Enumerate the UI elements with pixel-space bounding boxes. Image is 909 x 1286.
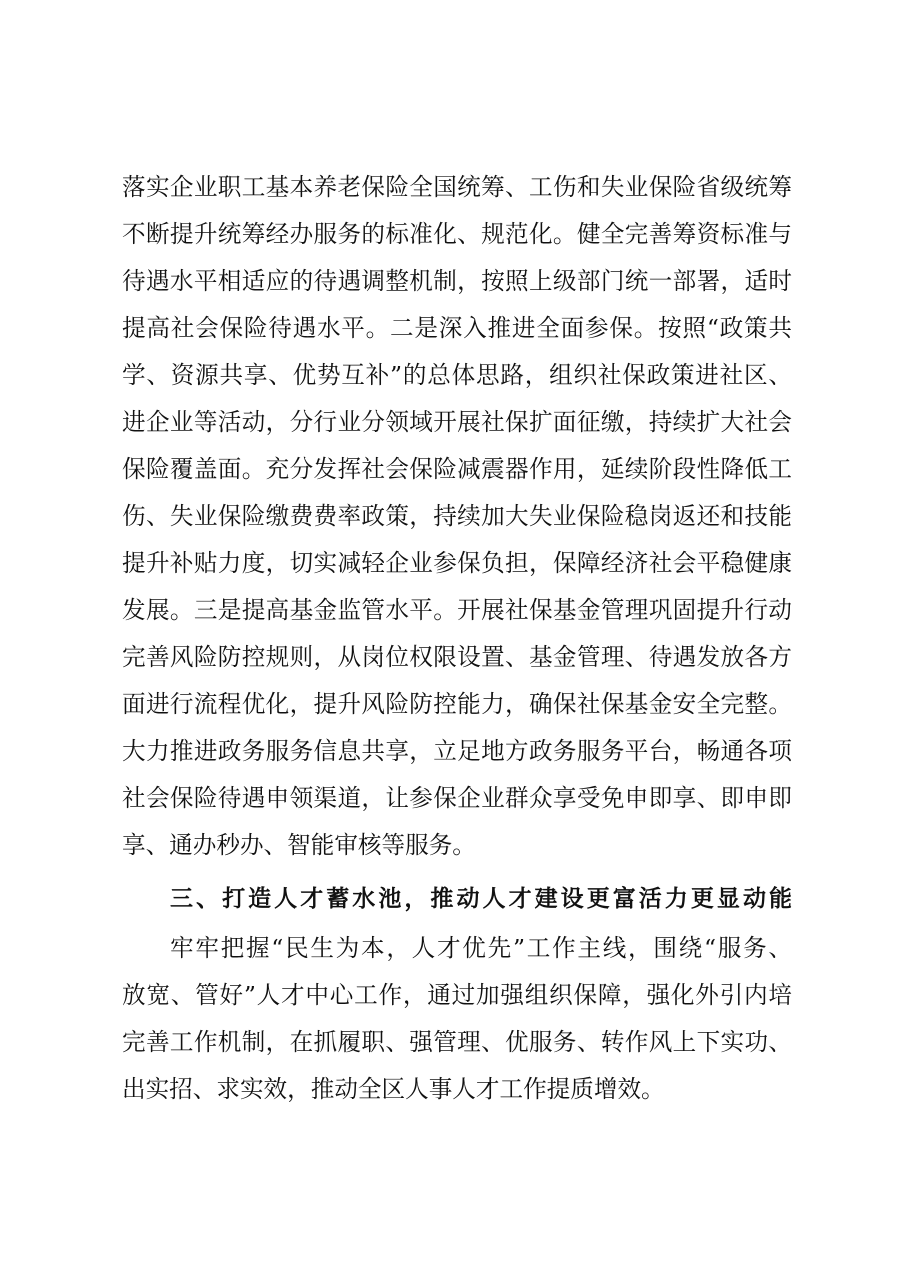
paragraph-line: 提升补贴力度，切实减轻企业参保负担，保障经济社会平稳健康 <box>122 549 792 577</box>
paragraph-line: 保险覆盖面。充分发挥社会保险减震器作用，延续阶段性降低工 <box>122 455 792 483</box>
paragraph-line: 待遇水平相适应的待遇调整机制，按照上级部门统一部署，适时 <box>122 267 792 295</box>
paragraph-line: 牢牢把握“民生为本，人才优先”工作主线，围绕“服务、 <box>170 934 792 962</box>
paragraph-line: 出实招、求实效，推动全区人事人才工作提质增效。 <box>122 1075 665 1103</box>
paragraph-line: 完善工作机制，在抓履职、强管理、优服务、转作风上下实功、 <box>122 1028 792 1056</box>
paragraph-line: 享、通办秒办、智能审核等服务。 <box>122 831 476 859</box>
paragraph-line: 进企业等活动，分行业分领域开展社保扩面征缴，持续扩大社会 <box>122 408 792 436</box>
paragraph-line: 大力推进政务服务信息共享，立足地方政务服务平台，畅通各项 <box>122 737 792 765</box>
paragraph-line: 面进行流程优化，提升风险防控能力，确保社保基金安全完整。 <box>122 690 792 718</box>
section-heading: 三、打造人才蓄水池，推动人才建设更富活力更显动能 <box>170 886 792 912</box>
paragraph-line: 学、资源共享、优势互补”的总体思路，组织社保政策进社区、 <box>122 361 792 389</box>
paragraph-line: 不断提升统筹经办服务的标准化、规范化。健全完善筹资标准与 <box>122 220 792 248</box>
paragraph-line: 提高社会保险待遇水平。二是深入推进全面参保。按照“政策共 <box>122 314 792 342</box>
paragraph-line: 落实企业职工基本养老保险全国统筹、工伤和失业保险省级统筹 <box>122 173 792 201</box>
paragraph-line: 发展。三是提高基金监管水平。开展社保基金管理巩固提升行动 <box>122 596 792 624</box>
paragraph-line: 社会保险待遇申领渠道，让参保企业群众享受免申即享、即申即 <box>122 784 792 812</box>
paragraph-line: 伤、失业保险缴费费率政策，持续加大失业保险稳岗返还和技能 <box>122 502 792 530</box>
paragraph-line: 完善风险防控规则，从岗位权限设置、基金管理、待遇发放各方 <box>122 643 792 671</box>
paragraph-line: 放宽、管好”人才中心工作，通过加强组织保障，强化外引内培 <box>122 981 792 1009</box>
